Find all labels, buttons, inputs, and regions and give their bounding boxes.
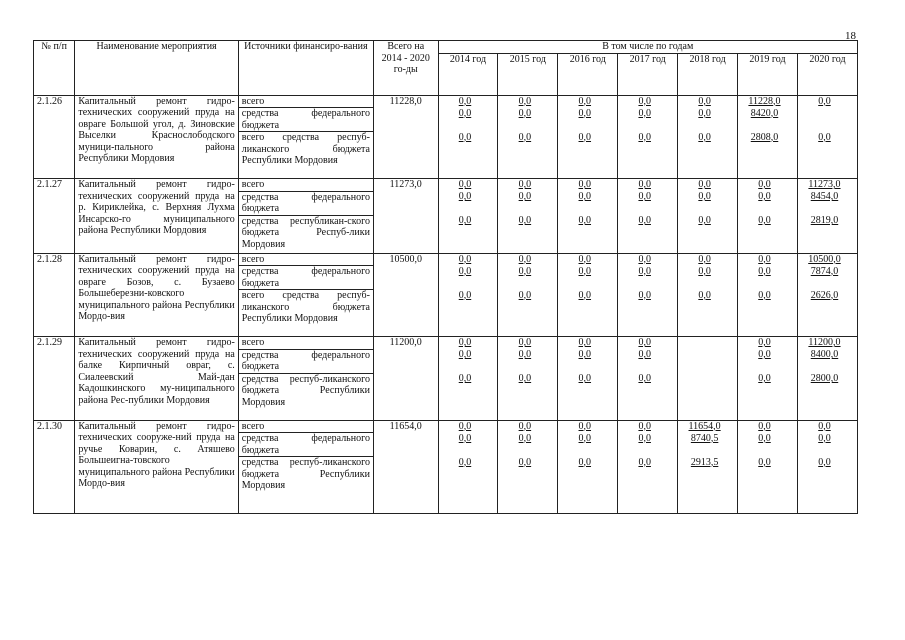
year-value-text: 0,0 bbox=[818, 95, 831, 107]
year-value-text: 0,0 bbox=[638, 349, 651, 360]
year-value-text: 0,0 bbox=[698, 265, 711, 277]
year-value bbox=[618, 349, 678, 373]
year-value-text: 0,0 bbox=[518, 253, 532, 265]
year-value-text: 0,0 bbox=[578, 179, 592, 190]
year-value-text: 0,0 bbox=[578, 265, 592, 277]
year-value-text: 0,0 bbox=[698, 191, 711, 202]
year-value bbox=[438, 433, 498, 457]
activity-name: Капитальный ремонт гидро-технических сооружений пруда на балке Кирпичный овраг, с. Сиалеевский Май-дан Кадошкинского му-ниципального района Рес-публики Мордовия bbox=[75, 337, 238, 421]
year-value-text: 0,0 bbox=[458, 179, 472, 190]
funding-source: всего bbox=[238, 337, 373, 350]
year-value-text: 0,0 bbox=[578, 337, 592, 348]
year-value bbox=[498, 373, 558, 420]
year-value bbox=[618, 108, 678, 132]
row-total: 11654,0 bbox=[373, 420, 438, 514]
year-value-text: 0,0 bbox=[638, 191, 651, 202]
row-total: 10500,0 bbox=[373, 253, 438, 337]
year-value-text: 0,0 bbox=[458, 373, 472, 384]
activity-name: Капитальный ремонт гидро-технических сооруже-ний пруда на ручье Коварин, с. Атяшево Большеигна-товского муниципального района Республики Мордо-вия bbox=[75, 420, 238, 514]
year-value bbox=[797, 191, 857, 215]
year-value-text: 0,0 bbox=[518, 265, 532, 277]
activity-name: Капитальный ремонт гидро-технических сооружений пруда на р. Кириклейка, с. Верхняя Лухма Инсарско-го муниципального района Республики Мордовия bbox=[75, 179, 238, 254]
year-value-text: 0,0 bbox=[758, 179, 771, 190]
year-value bbox=[498, 337, 558, 350]
year-value bbox=[678, 337, 738, 350]
year-value-text: 0,0 bbox=[578, 420, 592, 432]
year-value-text: 0,0 bbox=[518, 337, 532, 348]
year-value-text: 0,0 bbox=[638, 107, 651, 119]
year-value bbox=[618, 95, 678, 108]
year-value-text: 11654,0 bbox=[688, 420, 721, 432]
year-value-text: 0,0 bbox=[698, 215, 711, 226]
year-value-text: 0,0 bbox=[638, 289, 651, 301]
year-value bbox=[498, 95, 558, 108]
year-value bbox=[558, 349, 618, 373]
year-value bbox=[438, 266, 498, 290]
year-value-text: 8454,0 bbox=[810, 191, 839, 202]
year-value-text: 0,0 bbox=[518, 95, 532, 107]
year-value bbox=[797, 266, 857, 290]
year-value bbox=[738, 349, 798, 373]
year-value bbox=[618, 373, 678, 420]
funding-source: всего средства респуб-ликанского бюджета Республики Мордовия bbox=[238, 290, 373, 337]
year-value bbox=[797, 215, 857, 253]
year-value bbox=[618, 191, 678, 215]
year-value-text: 2800,0 bbox=[810, 373, 839, 384]
year-value bbox=[498, 108, 558, 132]
year-value-text: 8420,0 bbox=[750, 107, 779, 119]
year-value-text: 0,0 bbox=[518, 432, 532, 444]
year-value-text: 0,0 bbox=[458, 95, 472, 107]
year-value bbox=[797, 337, 857, 350]
header-year: 2020 год bbox=[797, 53, 857, 95]
year-value bbox=[618, 420, 678, 433]
year-value bbox=[438, 108, 498, 132]
year-value bbox=[738, 95, 798, 108]
year-value-text: 0,0 bbox=[458, 131, 472, 143]
year-value bbox=[797, 179, 857, 192]
year-value-text: 0,0 bbox=[638, 215, 651, 226]
year-value-text: 0,0 bbox=[518, 107, 532, 119]
year-value-text: 0,0 bbox=[578, 456, 592, 468]
activity-name: Капитальный ремонт гидро-технических сооружений пруда на овраге Большой угол, д. Зиновские Выселки Краснослободского муници-пального района Республики Мордовия bbox=[75, 95, 238, 179]
year-value bbox=[558, 179, 618, 192]
funding-source: всего bbox=[238, 420, 373, 433]
year-value-text: 11273,0 bbox=[808, 179, 841, 190]
year-value bbox=[558, 420, 618, 433]
year-value bbox=[678, 290, 738, 337]
year-value bbox=[438, 290, 498, 337]
year-value bbox=[498, 433, 558, 457]
year-value bbox=[558, 215, 618, 253]
year-value bbox=[438, 95, 498, 108]
year-value-text: 0,0 bbox=[518, 373, 532, 384]
year-value bbox=[498, 253, 558, 266]
year-value bbox=[678, 373, 738, 420]
funding-source: средства респуб-ликанского бюджета Республики Мордовия bbox=[238, 457, 373, 514]
year-value-text: 0,0 bbox=[578, 253, 592, 265]
year-value-text: 0,0 bbox=[758, 337, 771, 348]
year-value bbox=[797, 373, 857, 420]
year-value bbox=[498, 179, 558, 192]
year-value-text: 0,0 bbox=[638, 265, 651, 277]
year-value-text: 0,0 bbox=[758, 265, 771, 277]
year-value-text: 11200,0 bbox=[808, 337, 841, 348]
year-value bbox=[618, 132, 678, 179]
row-number: 2.1.27 bbox=[34, 179, 75, 254]
year-value bbox=[498, 349, 558, 373]
year-value-text: 0,0 bbox=[458, 289, 472, 301]
funding-source: средства республикан-ского бюджета Респуб-лики Мордовия bbox=[238, 215, 373, 253]
year-value-text: 0,0 bbox=[818, 456, 831, 468]
year-value-text: 10500,0 bbox=[808, 253, 841, 265]
year-value bbox=[678, 191, 738, 215]
year-value bbox=[678, 457, 738, 514]
year-value bbox=[558, 290, 618, 337]
year-value-text: 2819,0 bbox=[810, 215, 839, 226]
year-value-text: 0,0 bbox=[818, 131, 831, 143]
funding-source: средства федерального бюджета bbox=[238, 191, 373, 215]
year-value bbox=[618, 179, 678, 192]
funding-table bbox=[33, 40, 858, 514]
year-value-text: 0,0 bbox=[518, 420, 532, 432]
row-number: 2.1.29 bbox=[34, 337, 75, 421]
funding-source: средства респуб-ликанского бюджета Республики Мордовия bbox=[238, 373, 373, 420]
year-value bbox=[618, 215, 678, 253]
year-value-text: 0,0 bbox=[458, 107, 472, 119]
year-value-text: 11228,0 bbox=[748, 95, 781, 107]
year-value-text: 0,0 bbox=[638, 456, 651, 468]
year-value bbox=[558, 253, 618, 266]
year-value bbox=[797, 420, 857, 433]
year-value bbox=[797, 108, 857, 132]
year-value-text: 8740,5 bbox=[690, 432, 719, 444]
year-value-text: 0,0 bbox=[458, 420, 472, 432]
year-value bbox=[498, 420, 558, 433]
year-value bbox=[498, 266, 558, 290]
year-value-text: 7874,0 bbox=[810, 265, 839, 277]
year-value bbox=[678, 420, 738, 433]
year-value-text: 0,0 bbox=[758, 456, 771, 468]
row-number: 2.1.26 bbox=[34, 95, 75, 179]
year-value bbox=[678, 266, 738, 290]
year-value bbox=[438, 349, 498, 373]
year-value bbox=[797, 132, 857, 179]
year-value bbox=[738, 337, 798, 350]
year-value bbox=[438, 179, 498, 192]
year-value bbox=[438, 215, 498, 253]
year-value bbox=[797, 290, 857, 337]
year-value bbox=[797, 457, 857, 514]
year-value bbox=[558, 457, 618, 514]
year-value-text: 0,0 bbox=[698, 253, 711, 265]
year-value-text: 0,0 bbox=[818, 420, 831, 432]
table-body bbox=[34, 95, 858, 514]
year-value-text: 0,0 bbox=[698, 131, 711, 143]
year-value-text: 0,0 bbox=[578, 215, 592, 226]
year-value-text: 0,0 bbox=[758, 289, 771, 301]
funding-source: средства федерального бюджета bbox=[238, 433, 373, 457]
year-value bbox=[438, 191, 498, 215]
table-row bbox=[34, 253, 858, 266]
year-value bbox=[618, 457, 678, 514]
year-value-text: 0,0 bbox=[638, 95, 651, 107]
year-value bbox=[797, 433, 857, 457]
year-value bbox=[738, 191, 798, 215]
year-value bbox=[618, 253, 678, 266]
year-value bbox=[438, 253, 498, 266]
year-value-text: 0,0 bbox=[518, 191, 532, 202]
year-value-text: 0,0 bbox=[518, 289, 532, 301]
year-value bbox=[618, 266, 678, 290]
year-value bbox=[738, 290, 798, 337]
year-value-text: 0,0 bbox=[578, 131, 592, 143]
year-value-text: 0,0 bbox=[698, 107, 711, 119]
year-value-text: 0,0 bbox=[578, 191, 592, 202]
year-value-text: 0,0 bbox=[698, 95, 711, 107]
year-value bbox=[438, 457, 498, 514]
year-value-text: 2626,0 bbox=[810, 289, 839, 301]
row-total: 11273,0 bbox=[373, 179, 438, 254]
funding-source: всего средства респуб-ликанского бюджета Республики Мордовия bbox=[238, 132, 373, 179]
funding-source: всего bbox=[238, 253, 373, 266]
year-value bbox=[558, 191, 618, 215]
year-value bbox=[498, 290, 558, 337]
year-value bbox=[558, 433, 618, 457]
header-sources: Источники финансиро-вания bbox=[238, 41, 373, 96]
year-value bbox=[558, 132, 618, 179]
year-value-text: 0,0 bbox=[458, 337, 472, 348]
year-value-text: 0,0 bbox=[698, 179, 711, 190]
row-total: 11228,0 bbox=[373, 95, 438, 179]
table-row bbox=[34, 179, 858, 192]
year-value bbox=[558, 266, 618, 290]
year-value-text: 0,0 bbox=[758, 420, 771, 432]
year-value bbox=[678, 253, 738, 266]
year-value-text: 0,0 bbox=[758, 432, 771, 444]
table-row bbox=[34, 337, 858, 350]
year-value-text: 0,0 bbox=[638, 179, 651, 190]
year-value-text: 0,0 bbox=[578, 95, 592, 107]
year-value-text: 0,0 bbox=[638, 420, 651, 432]
year-value-text: 0,0 bbox=[758, 253, 771, 265]
funding-source: средства федерального бюджета bbox=[238, 266, 373, 290]
year-value-text: 0,0 bbox=[578, 432, 592, 444]
year-value-text: 0,0 bbox=[758, 191, 771, 202]
year-value-text: 0,0 bbox=[458, 215, 472, 226]
year-value bbox=[438, 373, 498, 420]
year-value bbox=[797, 349, 857, 373]
year-value bbox=[678, 95, 738, 108]
year-value-text: 0,0 bbox=[518, 349, 532, 360]
header-year: 2019 год bbox=[738, 53, 798, 95]
year-value-text: 2913,5 bbox=[690, 456, 719, 468]
year-value-text: 0,0 bbox=[758, 373, 771, 384]
year-value bbox=[498, 457, 558, 514]
year-value-text: 0,0 bbox=[458, 253, 472, 265]
row-number: 2.1.28 bbox=[34, 253, 75, 337]
year-value-text: 0,0 bbox=[638, 432, 651, 444]
table-row bbox=[34, 420, 858, 433]
year-value bbox=[738, 266, 798, 290]
year-value-text: 0,0 bbox=[638, 131, 651, 143]
year-value-text: 2808,0 bbox=[750, 131, 779, 143]
year-value bbox=[498, 132, 558, 179]
header-year: 2018 год bbox=[678, 53, 738, 95]
header-name: Наименование мероприятия bbox=[75, 41, 238, 96]
year-value-text: 0,0 bbox=[578, 107, 592, 119]
year-value-text: 0,0 bbox=[818, 432, 831, 444]
year-value-text: 0,0 bbox=[578, 349, 592, 360]
year-value bbox=[618, 337, 678, 350]
year-value-text: 0,0 bbox=[458, 349, 472, 360]
year-value bbox=[558, 95, 618, 108]
year-value-text: 8400,0 bbox=[810, 349, 839, 360]
year-value bbox=[678, 215, 738, 253]
year-value-text: 0,0 bbox=[758, 349, 771, 360]
table-header bbox=[34, 41, 858, 96]
activity-name: Капитальный ремонт гидро-технических сооружений пруда на овраге Бозов, с. Бузаево Большеберезни-ковского муниципального района Республики Мордо-вия bbox=[75, 253, 238, 337]
year-value bbox=[738, 108, 798, 132]
year-value-text: 0,0 bbox=[518, 131, 532, 143]
funding-source: всего bbox=[238, 179, 373, 192]
row-total: 11200,0 bbox=[373, 337, 438, 421]
year-value-text: 0,0 bbox=[578, 373, 592, 384]
header-year: 2016 год bbox=[558, 53, 618, 95]
header-year: 2017 год bbox=[618, 53, 678, 95]
year-value bbox=[797, 95, 857, 108]
page-number: 18 bbox=[845, 30, 856, 42]
year-value-text: 0,0 bbox=[518, 215, 532, 226]
year-value-text: 0,0 bbox=[698, 289, 711, 301]
year-value bbox=[678, 433, 738, 457]
year-value bbox=[738, 179, 798, 192]
year-value-text: 0,0 bbox=[458, 191, 472, 202]
year-value bbox=[558, 337, 618, 350]
year-value bbox=[738, 457, 798, 514]
year-value-text: 0,0 bbox=[638, 337, 651, 348]
year-value-text: 0,0 bbox=[458, 432, 472, 444]
year-value bbox=[797, 253, 857, 266]
year-value bbox=[618, 433, 678, 457]
year-value bbox=[738, 373, 798, 420]
year-value bbox=[438, 337, 498, 350]
year-value-text: 0,0 bbox=[458, 265, 472, 277]
year-value-text: 0,0 bbox=[758, 215, 771, 226]
year-value bbox=[678, 349, 738, 373]
row-number: 2.1.30 bbox=[34, 420, 75, 514]
funding-source: средства федерального бюджета bbox=[238, 349, 373, 373]
year-value bbox=[678, 179, 738, 192]
funding-source: средства федерального бюджета bbox=[238, 108, 373, 132]
header-number: № п/п bbox=[34, 41, 75, 96]
year-value bbox=[498, 215, 558, 253]
year-value-text: 0,0 bbox=[518, 456, 532, 468]
year-value bbox=[678, 132, 738, 179]
header-years-group: В том числе по годам bbox=[438, 41, 857, 54]
year-value bbox=[738, 433, 798, 457]
year-value-text: 0,0 bbox=[638, 373, 651, 384]
funding-source: всего bbox=[238, 95, 373, 108]
year-value-text: 0,0 bbox=[518, 179, 532, 190]
header-total: Всего на 2014 - 2020 го-ды bbox=[373, 41, 438, 96]
year-value bbox=[558, 108, 618, 132]
year-value bbox=[738, 132, 798, 179]
year-value bbox=[738, 215, 798, 253]
header-year: 2014 год bbox=[438, 53, 498, 95]
year-value bbox=[438, 132, 498, 179]
year-value bbox=[558, 373, 618, 420]
year-value bbox=[738, 253, 798, 266]
year-value-text: 0,0 bbox=[458, 456, 472, 468]
header-year: 2015 год bbox=[498, 53, 558, 95]
year-value bbox=[618, 290, 678, 337]
year-value bbox=[438, 420, 498, 433]
year-value-text: 0,0 bbox=[578, 289, 592, 301]
year-value-text: 0,0 bbox=[638, 253, 651, 265]
year-value bbox=[678, 108, 738, 132]
year-value bbox=[498, 191, 558, 215]
table-row bbox=[34, 95, 858, 108]
year-value bbox=[738, 420, 798, 433]
